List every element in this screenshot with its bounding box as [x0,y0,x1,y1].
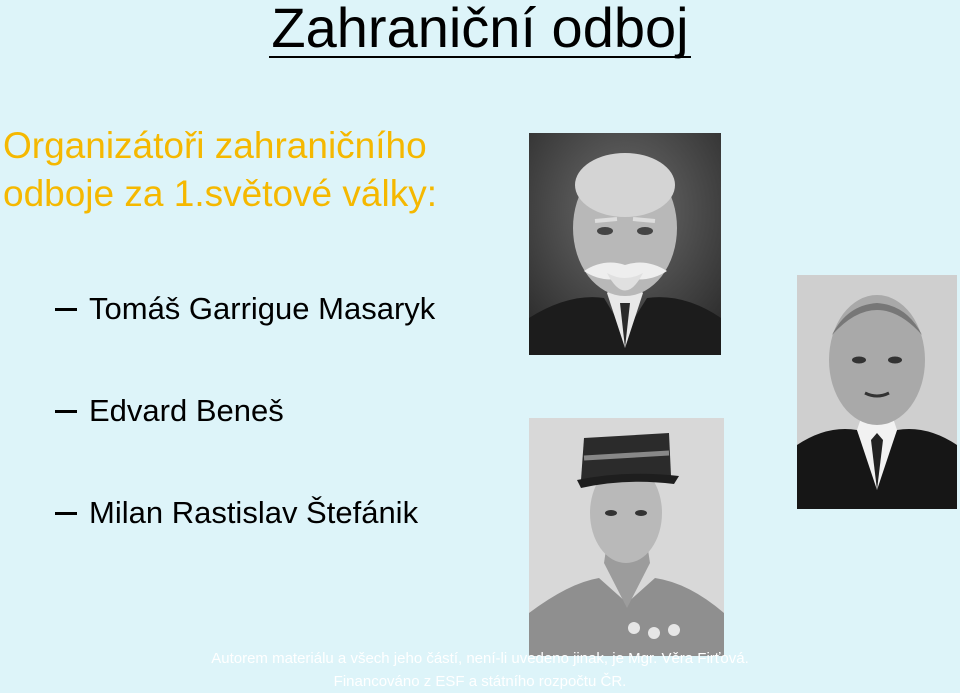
list-item [55,390,435,432]
footer-funding: Financováno z ESF a státního rozpočtu ČR. [333,673,627,690]
dash-bullet-icon [55,512,77,515]
slide-title-text: Zahraniční odboj [271,0,689,59]
dash-bullet-icon [55,308,77,311]
slide-subtitle [3,122,503,218]
list-item-label: Milan Rastislav Štefánik [89,495,419,530]
slide-title [0,0,960,58]
dash-bullet-icon [55,410,77,413]
portrait-benes [797,275,957,509]
subtitle-line-2: odboje za 1.světové války: [3,173,437,214]
footer-author: Autorem materiálu a všech jeho částí, není-li uvedeno jinak, je Mgr. Věra Firťová. [211,650,749,667]
portrait-stefanik [529,418,724,656]
organizers-list [55,288,435,594]
list-item-label: Edvard Beneš [89,393,284,428]
list-item [55,492,435,534]
list-item [55,288,435,330]
subtitle-line-1: Organizátoři zahraničního [3,125,427,166]
list-item-label: Tomáš Garrigue Masaryk [89,291,436,326]
portrait-masaryk [529,133,721,355]
